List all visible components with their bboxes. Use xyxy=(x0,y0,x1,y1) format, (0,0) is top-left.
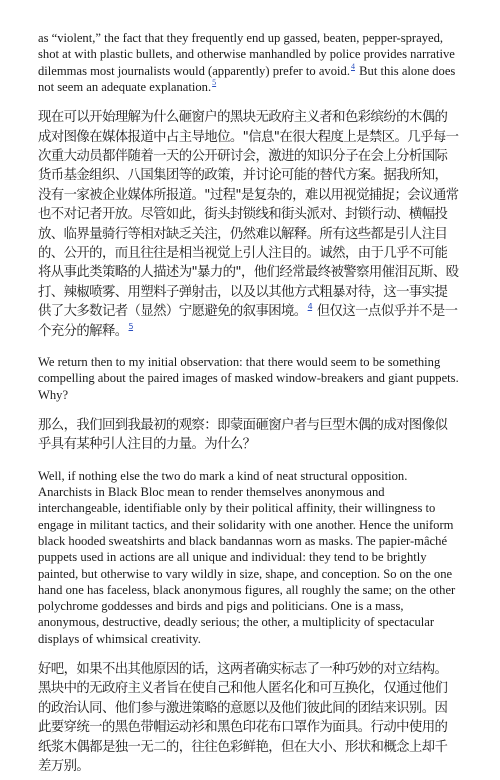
text-run: 现在可以开始理解为什么砸窗户的黑块无政府主义者和色彩缤纷的木偶的成对图像在媒体报道中占主导地位。"信息"在很大程度上是禁区。几乎每一次重大动员都伴随着一天的公开研讨会，激进的知识分子在会上分析国际货币基金组织、八国集团等的政策，并讨论可能的替代方案。据我所知，没有一家被企业媒体所报道。"过程"是复杂的，难以用视觉捕捉；会议通常也不对记者开放。尽管如此，街头封锁线和街头派对、封锁行动、横幅投放、临界量骑行等相对缺乏关注，仍然难以解释。所有这些都是引人注目的、公开的，而且往往是相当视觉上引人注目的。诚然，由于几乎不可能将从事此类策略的人描述为"暴力的"，他们经常最终被警察用催泪瓦斯、殴打、辣椒喷雾、用塑料子弹射击，以及以其他方式粗暴对待，这一事实提供了大多数记者（显然）宁愿避免的叙事困境。 xyxy=(38,110,459,320)
text-run: 但仅这一点似乎并不是一个充分的解释。 xyxy=(38,304,458,339)
footnote-link-4[interactable]: 4 xyxy=(307,302,313,312)
paragraph-chinese-1 xyxy=(38,108,460,341)
text-run: Well, if nothing else the two do mark a kind of neat structural opposition. Anarchists in Black Bloc mean to render themselves anonymous and interchangeable, identifiable only by their political affinity, their willingness to engage in militant tactics, and their solidarity with one another. Hence the uniform black hooded sweatshirts and black bandannas worn as masks. The papier-mâché puppets used in actions are all unique and individual: they tend to be brightly painted, but otherwise to vary wildly in size, shape, and conception. So on the one hand one has faceless, black anonymous figures, all roughly the same; on the other polychrome goddesses and birds and pigs and politicians. One is a mass, anonymous, destructive, deadly serious; the other, a multiplicity of spectacular displays of whimsical creativity. xyxy=(38,468,456,646)
footnote-link-5[interactable]: 5 xyxy=(212,77,217,87)
paragraph-english-3 xyxy=(38,468,460,647)
document-page xyxy=(38,30,460,780)
text-run: as “violent,” the fact that they frequently end up gassed, beaten, pepper-sprayed, shot at with plastic bullets, and otherwise manhandled by police provides narrative dilemmas most journalists would (apparently) prefer to avoid. xyxy=(38,31,455,78)
paragraph-chinese-3-viewport xyxy=(38,660,460,780)
footnote-link-5[interactable]: 5 xyxy=(128,321,134,331)
text-run: But this alone does not seem an adequate explanation. xyxy=(38,63,456,94)
footnote-link-4[interactable]: 4 xyxy=(350,61,355,71)
text-run: 好吧，如果不出其他原因的话，这两者确实标志了一种巧妙的对立结构。黑块中的无政府主义者旨在使自己和他人匿名化和可互换化，仅通过他们的政治认同、他们参与激进策略的意愿以及他们彼此间的团结来识别。因此要穿统一的黑色带帽运动衫和黑色印花布口罩作为面具。行动中使用的纸浆木偶都是独一无二的，往往色彩鲜艳，但在大小、形状和概念上却千差万别。 xyxy=(38,662,448,775)
paragraph-english-1 xyxy=(38,30,460,95)
paragraph-chinese-3 xyxy=(38,660,460,776)
text-run: 那么，我们回到我最初的观察：即蒙面砸窗户者与巨型木偶的成对图像似乎具有某种引人注目的力量。为什么？ xyxy=(38,417,448,453)
paragraph-english-2 xyxy=(38,354,460,403)
paragraph-chinese-2 xyxy=(38,416,460,455)
text-run: We return then to my initial observation: that there would seem to be something compelling about the paired images of masked window-breakers and giant puppets. Why? xyxy=(38,355,459,402)
